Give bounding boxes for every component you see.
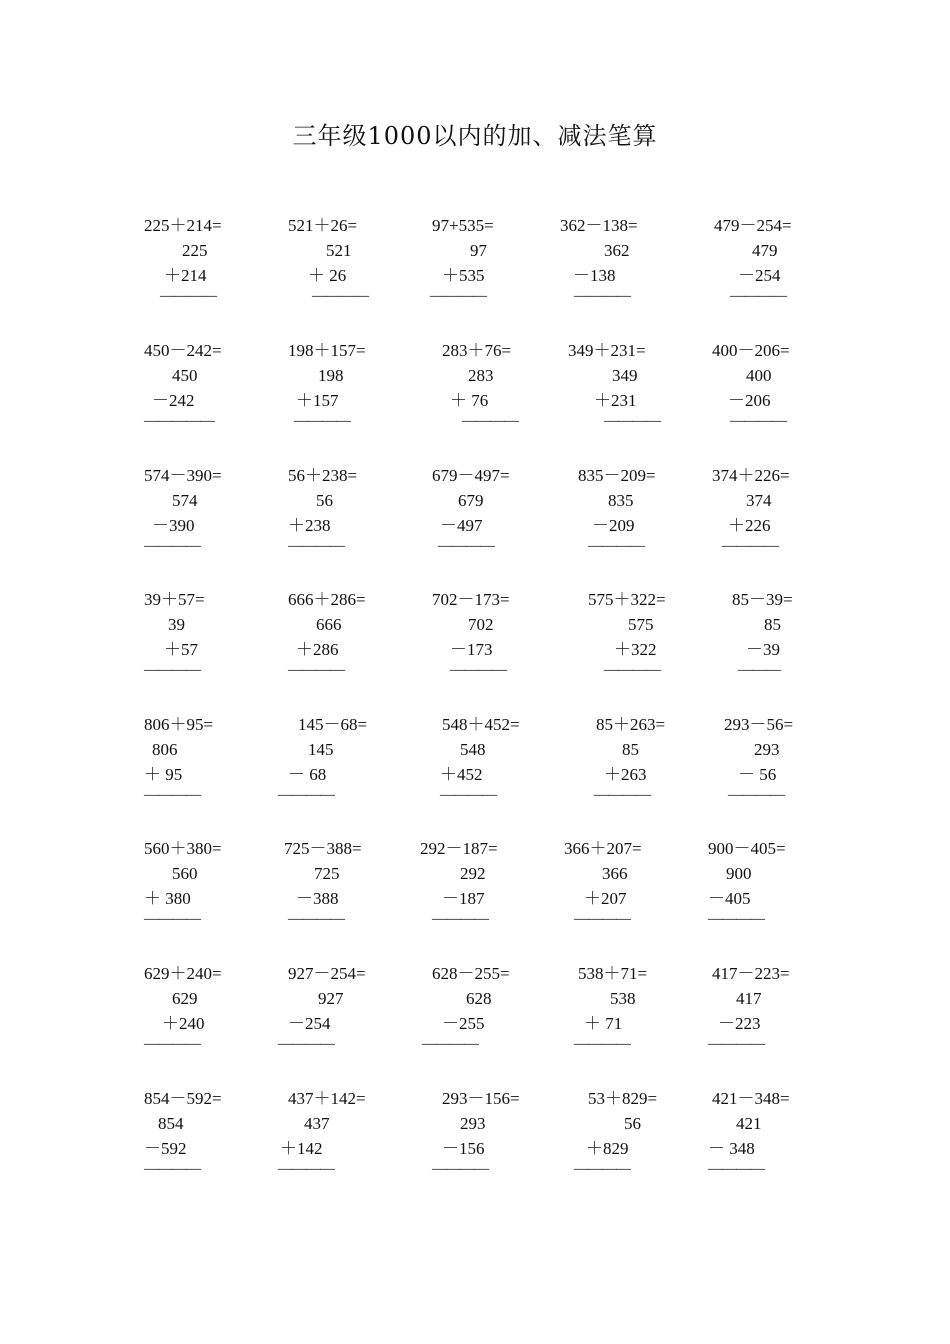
problem-top-number: 560	[172, 864, 198, 883]
problem-equation: 283＋76=	[442, 341, 512, 360]
problem-equation: 293－56=	[724, 715, 794, 734]
problem-item	[288, 341, 428, 451]
problem-answer-line: ————	[144, 538, 200, 554]
problem-bottom-operand: － 56	[738, 765, 777, 784]
problem-bottom-operand: －254	[288, 1014, 331, 1033]
problem-bottom-operand: ＋157	[296, 391, 339, 410]
problem-top-number: 450	[172, 366, 198, 385]
problem-answer-line: ————	[144, 662, 200, 678]
problem-equation: 628－255=	[432, 964, 510, 983]
problem-bottom-operand: － 68	[288, 765, 327, 784]
problem-answer-line: ————	[730, 413, 786, 429]
problem-answer-line: ————	[288, 662, 344, 678]
problem-answer-line: ————	[288, 911, 344, 927]
problem-answer-line: ————	[574, 288, 630, 304]
problem-top-number: 538	[610, 989, 636, 1008]
problem-bottom-operand: ＋ 95	[144, 765, 183, 784]
problem-top-number: 56	[624, 1114, 641, 1133]
problem-top-number: 574	[172, 491, 198, 510]
problem-answer-line: ————	[278, 787, 334, 803]
problem-bottom-operand: －173	[450, 640, 493, 659]
problem-bottom-operand: －138	[573, 266, 616, 285]
problem-item	[144, 964, 284, 1074]
problem-item	[560, 216, 710, 326]
problem-item	[432, 590, 572, 700]
problem-top-number: 702	[468, 615, 494, 634]
problem-bottom-operand: ＋535	[442, 266, 485, 285]
problem-answer-line: ————	[708, 1036, 764, 1052]
problem-top-number: 56	[316, 491, 333, 510]
problem-item	[288, 216, 428, 326]
problem-answer-line: ————	[722, 538, 778, 554]
problem-equation: 53＋829=	[588, 1089, 658, 1108]
problem-bottom-operand: ＋ 380	[144, 889, 191, 908]
problem-equation: 666＋286=	[288, 590, 366, 609]
problem-top-number: 293	[754, 740, 780, 759]
problem-item	[570, 341, 710, 451]
problem-bottom-operand: ＋322	[614, 640, 657, 659]
problem-equation: 225＋214=	[144, 216, 222, 235]
problem-equation: 362－138=	[560, 216, 638, 235]
problem-top-number: 97	[470, 241, 487, 260]
problem-top-number: 85	[622, 740, 639, 759]
problem-top-number: 628	[466, 989, 492, 1008]
problem-equation: 366＋207=	[564, 839, 642, 858]
problem-item	[144, 1089, 284, 1199]
problem-answer-line: ————	[144, 911, 200, 927]
problem-answer-line: ————	[440, 787, 496, 803]
problem-bottom-operand: ＋142	[280, 1139, 323, 1158]
problem-top-number: 374	[746, 491, 772, 510]
problem-top-number: 421	[736, 1114, 762, 1133]
problem-bottom-operand: －242	[152, 391, 195, 410]
problem-top-number: 629	[172, 989, 198, 1008]
problem-item	[432, 466, 572, 576]
problem-answer-line: ————	[574, 1036, 630, 1052]
problem-bottom-operand: ＋226	[728, 516, 771, 535]
problem-bottom-operand: ＋ 26	[308, 266, 347, 285]
problem-answer-line: ————	[462, 413, 518, 429]
problem-top-number: 293	[460, 1114, 486, 1133]
problem-bottom-operand: －206	[728, 391, 771, 410]
problem-item	[288, 466, 428, 576]
problem-answer-line: ————	[574, 911, 630, 927]
problem-equation: 85＋263=	[596, 715, 666, 734]
problem-top-number: 362	[604, 241, 630, 260]
page-title: 三年级1000以内的加、减法笔算	[292, 122, 658, 150]
problem-item	[144, 216, 284, 326]
problem-top-number: 521	[326, 241, 352, 260]
problem-item	[708, 964, 852, 1074]
problem-bottom-operand: －497	[440, 516, 483, 535]
problem-equation: 548＋452=	[442, 715, 520, 734]
problem-answer-line: ————	[144, 787, 200, 803]
problem-answer-line: ———	[738, 662, 780, 678]
problem-top-number: 283	[468, 366, 494, 385]
problem-item	[278, 715, 428, 825]
problem-answer-line: ————	[604, 662, 660, 678]
problem-item	[570, 964, 710, 1074]
problem-bottom-operand: －592	[144, 1139, 187, 1158]
problem-answer-line: ————	[278, 1036, 334, 1052]
problem-equation: 374＋226=	[712, 466, 790, 485]
problem-answer-line: ————	[312, 288, 368, 304]
problem-answer-line: ————	[432, 1161, 488, 1177]
problem-equation: 538＋71=	[578, 964, 648, 983]
problem-top-number: 679	[458, 491, 484, 510]
problem-item	[422, 964, 572, 1074]
problem-answer-line: ————	[278, 1161, 334, 1177]
problem-answer-line: ————	[728, 787, 784, 803]
problem-item	[570, 715, 710, 825]
problem-answer-line: ————	[422, 1036, 478, 1052]
problem-item	[288, 590, 428, 700]
problem-item	[432, 1089, 572, 1199]
problem-equation: 854－592=	[144, 1089, 222, 1108]
problem-answer-line: ————	[432, 911, 488, 927]
problem-item	[144, 590, 284, 700]
problem-equation: 85－39=	[732, 590, 793, 609]
problem-top-number: 725	[314, 864, 340, 883]
problem-bottom-operand: ＋829	[586, 1139, 629, 1158]
problem-item	[432, 216, 572, 326]
problem-item	[564, 839, 710, 949]
problem-bottom-operand: ＋240	[162, 1014, 205, 1033]
problem-item	[144, 466, 284, 576]
problem-equation: 560＋380=	[144, 839, 222, 858]
problem-top-number: 437	[304, 1114, 330, 1133]
problem-top-number: 575	[628, 615, 654, 634]
problem-answer-line: ————	[708, 1161, 764, 1177]
problem-item	[712, 466, 852, 576]
problem-answer-line: ————	[294, 413, 350, 429]
problem-bottom-operand: － 348	[708, 1139, 755, 1158]
problem-top-number: 666	[316, 615, 342, 634]
problem-bottom-operand: ＋207	[584, 889, 627, 908]
problem-top-number: 349	[612, 366, 638, 385]
problem-equation: 575＋322=	[588, 590, 666, 609]
problem-top-number: 900	[726, 864, 752, 883]
problem-answer-line: ————	[574, 1161, 630, 1177]
problem-bottom-operand: ＋452	[440, 765, 483, 784]
problem-answer-line: —————	[144, 413, 214, 429]
problem-top-number: 198	[318, 366, 344, 385]
problem-bottom-operand: －156	[442, 1139, 485, 1158]
problem-equation: 145－68=	[298, 715, 368, 734]
problem-bottom-operand: ＋ 71	[584, 1014, 623, 1033]
problem-equation: 292－187=	[420, 839, 498, 858]
problem-equation: 574－390=	[144, 466, 222, 485]
problem-answer-line: ————	[144, 1036, 200, 1052]
problem-item	[432, 341, 572, 451]
problem-bottom-operand: －209	[592, 516, 635, 535]
problem-bottom-operand: ＋263	[604, 765, 647, 784]
problem-item	[570, 590, 710, 700]
problem-item	[144, 715, 284, 825]
problem-top-number: 225	[182, 241, 208, 260]
problem-answer-line: ————	[604, 413, 660, 429]
problem-equation: 97+535=	[432, 216, 494, 235]
problem-bottom-operand: －39	[746, 640, 780, 659]
problem-item	[420, 839, 572, 949]
problem-equation: 725－388=	[284, 839, 362, 858]
problem-answer-line: ————	[450, 662, 506, 678]
problem-item	[712, 590, 852, 700]
problem-equation: 293－156=	[442, 1089, 520, 1108]
problem-bottom-operand: －255	[442, 1014, 485, 1033]
problem-equation: 39＋57=	[144, 590, 205, 609]
problem-equation: 900－405=	[708, 839, 786, 858]
problem-equation: 521＋26=	[288, 216, 358, 235]
problem-bottom-operand: －187	[442, 889, 485, 908]
problem-bottom-operand: －223	[718, 1014, 761, 1033]
problem-top-number: 145	[308, 740, 334, 759]
problem-bottom-operand: －388	[296, 889, 339, 908]
problem-top-number: 85	[764, 615, 781, 634]
problem-item	[432, 715, 572, 825]
problem-bottom-operand: ＋214	[164, 266, 207, 285]
problem-top-number: 39	[168, 615, 185, 634]
problem-equation: 702－173=	[432, 590, 510, 609]
problem-answer-line: ————	[730, 288, 786, 304]
problem-equation: 198＋157=	[288, 341, 366, 360]
problem-item	[144, 341, 284, 451]
problem-item	[278, 964, 428, 1074]
problem-equation: 417－223=	[712, 964, 790, 983]
problem-bottom-operand: ＋57	[164, 640, 198, 659]
problem-top-number: 835	[608, 491, 634, 510]
problem-top-number: 548	[460, 740, 486, 759]
problem-top-number: 854	[158, 1114, 184, 1133]
problem-top-number: 806	[152, 740, 178, 759]
problem-bottom-operand: ＋ 76	[450, 391, 489, 410]
problem-top-number: 400	[746, 366, 772, 385]
problem-item	[570, 1089, 710, 1199]
problem-top-number: 417	[736, 989, 762, 1008]
problem-item	[712, 341, 852, 451]
problem-equation: 479－254=	[714, 216, 792, 235]
problem-equation: 437＋142=	[288, 1089, 366, 1108]
problem-equation: 349＋231=	[568, 341, 646, 360]
problem-bottom-operand: ＋286	[296, 640, 339, 659]
problem-item	[708, 839, 852, 949]
problem-item	[278, 1089, 428, 1199]
problem-bottom-operand: －254	[738, 266, 781, 285]
problem-item	[708, 1089, 852, 1199]
problem-answer-line: ————	[288, 538, 344, 554]
problem-bottom-operand: －390	[152, 516, 195, 535]
problem-equation: 927－254=	[288, 964, 366, 983]
problem-equation: 400－206=	[712, 341, 790, 360]
problem-answer-line: ————	[438, 538, 494, 554]
problem-top-number: 366	[602, 864, 628, 883]
problem-bottom-operand: ＋231	[594, 391, 637, 410]
problem-top-number: 479	[752, 241, 778, 260]
problem-answer-line: ————	[430, 288, 486, 304]
problem-equation: 679－497=	[432, 466, 510, 485]
problem-equation: 835－209=	[578, 466, 656, 485]
problem-item	[284, 839, 428, 949]
problem-answer-line: ————	[160, 288, 216, 304]
problem-answer-line: ————	[708, 911, 764, 927]
problem-equation: 56＋238=	[288, 466, 358, 485]
problem-item	[712, 216, 852, 326]
problem-equation: 629＋240=	[144, 964, 222, 983]
problem-answer-line: ————	[144, 1161, 200, 1177]
problem-equation: 421－348=	[712, 1089, 790, 1108]
problem-bottom-operand: ＋238	[288, 516, 331, 535]
problem-bottom-operand: －405	[708, 889, 751, 908]
problem-item	[144, 839, 284, 949]
problem-item	[570, 466, 710, 576]
problem-equation: 806＋95=	[144, 715, 214, 734]
problem-equation: 450－242=	[144, 341, 222, 360]
problem-top-number: 927	[318, 989, 344, 1008]
problem-item	[712, 715, 852, 825]
problem-answer-line: ————	[588, 538, 644, 554]
problem-top-number: 292	[460, 864, 486, 883]
problem-answer-line: ————	[594, 787, 650, 803]
